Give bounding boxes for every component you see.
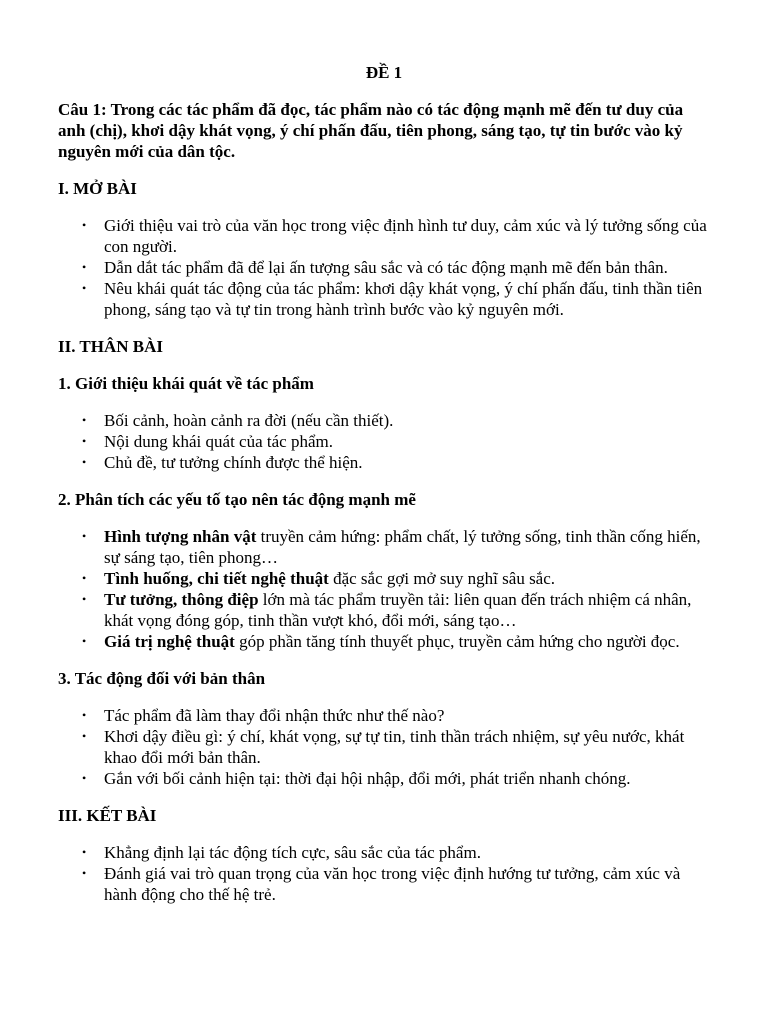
list-item-term: Hình tượng nhân vật xyxy=(104,527,257,546)
sec1-list xyxy=(58,410,710,473)
section-heading-than-bai: II. THÂN BÀI xyxy=(58,337,164,356)
list-item: • Đánh giá vai trò quan trọng của văn học trong việc định hướng tư tưởng, cảm xúc và hành động cho thế hệ trẻ. xyxy=(104,863,710,905)
list-item-text: góp phần tăng tính thuyết phục, truyền cảm hứng cho người đọc. xyxy=(234,632,680,651)
list-item-text: đặc sắc gợi mở suy nghĩ sâu sắc. xyxy=(328,569,556,588)
question-text: Câu 1: Trong các tác phẩm đã đọc, tác phẩm nào có tác động mạnh mẽ đến tư duy của anh (chị), khơi dậy khát vọng, ý chí phấn đấu, tiên phong, sáng tạo, tự tin bước vào kỷ nguyên mới của dân tộc. xyxy=(58,100,684,161)
list-item: • Tác phẩm đã làm thay đổi nhận thức như thế nào? xyxy=(104,705,710,726)
list-item: • Nêu khái quát tác động của tác phẩm: khơi dậy khát vọng, ý chí phấn đấu, tinh thần tiên phong, sáng tạo và tự tin trong hành trình bước vào kỷ nguyên mới. xyxy=(104,278,710,320)
list-item: • Khẳng định lại tác động tích cực, sâu sắc của tác phẩm. xyxy=(104,842,710,863)
list-item: • Gắn với bối cảnh hiện tại: thời đại hội nhập, đổi mới, phát triển nhanh chóng. xyxy=(104,768,710,789)
list-item xyxy=(104,526,710,568)
document-title: ĐỀ 1 xyxy=(365,63,403,82)
list-item-term: Tình huống, chi tiết nghệ thuật xyxy=(104,569,329,588)
sec3-list xyxy=(58,705,710,789)
sec2-list xyxy=(58,526,710,652)
mo-bai-list xyxy=(58,215,710,320)
subsection-heading-1: 1. Giới thiệu khái quát về tác phẩm xyxy=(58,374,314,393)
list-item-text: lớn mà tác phẩm truyền tải: liên quan đến trách nhiệm cá nhân, khát vọng đóng góp, tinh thần vượt khó, đổi mới, sáng tạo… xyxy=(104,590,692,630)
ket-bai-list xyxy=(58,842,710,905)
list-item xyxy=(104,631,710,652)
list-item: • Nội dung khái quát của tác phẩm. xyxy=(104,431,710,452)
list-item xyxy=(104,568,710,589)
subsection-heading-3: 3. Tác động đối với bản thân xyxy=(58,669,266,688)
list-item: • Dẫn dắt tác phẩm đã để lại ấn tượng sâu sắc và có tác động mạnh mẽ đến bản thân. xyxy=(104,257,710,278)
list-item: • Bối cảnh, hoàn cảnh ra đời (nếu cần thiết). xyxy=(104,410,710,431)
list-item xyxy=(104,589,710,631)
list-item: • Chủ đề, tư tưởng chính được thể hiện. xyxy=(104,452,710,473)
list-item-text: truyền cảm hứng: phẩm chất, lý tưởng sống, tinh thần cống hiến, sự sáng tạo, tiên phong… xyxy=(104,527,701,567)
list-item: • Khơi dậy điều gì: ý chí, khát vọng, sự tự tin, tinh thần trách nhiệm, sự yêu nước, khát khao đổi mới bản thân. xyxy=(104,726,710,768)
section-heading-ket-bai: III. KẾT BÀI xyxy=(58,806,157,825)
list-item-term: Giá trị nghệ thuật xyxy=(104,632,235,651)
list-item: • Giới thiệu vai trò của văn học trong việc định hình tư duy, cảm xúc và lý tưởng sống của con người. xyxy=(104,215,710,257)
list-item-term: Tư tưởng, thông điệp xyxy=(104,590,259,609)
subsection-heading-2: 2. Phân tích các yếu tố tạo nên tác động mạnh mẽ xyxy=(58,490,416,509)
section-heading-mo-bai: I. MỞ BÀI xyxy=(58,179,137,198)
